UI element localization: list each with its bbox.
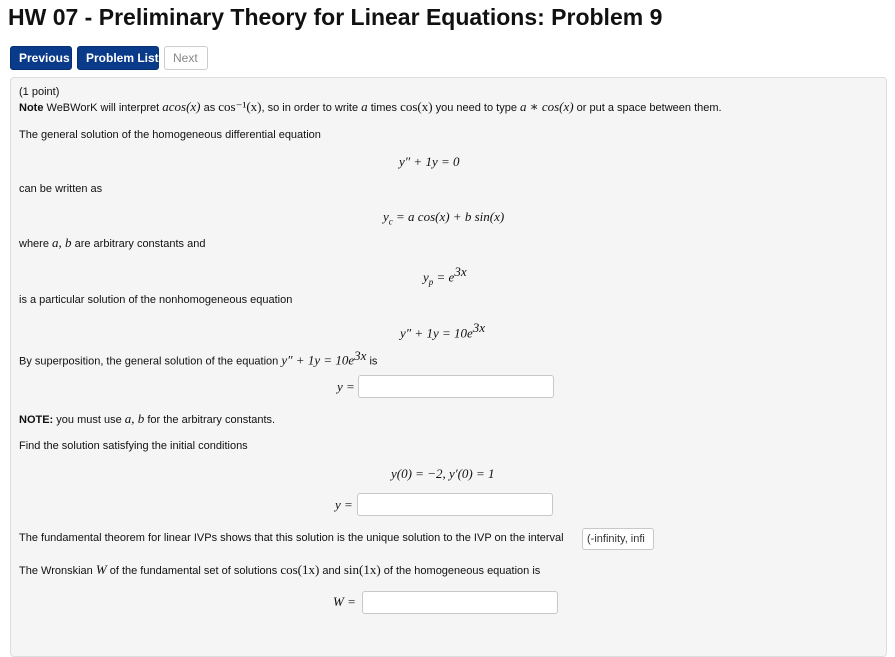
yp-exp: 3x	[454, 264, 467, 279]
ivp-solution-input[interactable]	[357, 493, 553, 516]
note-label: Note	[19, 102, 44, 114]
yp-lhs: y	[423, 269, 429, 285]
note2-line	[19, 412, 275, 427]
where-rest: are arbitrary constants and	[71, 238, 206, 250]
superposition-end: is	[366, 355, 378, 368]
wronskian-and: and	[319, 565, 344, 577]
note-acos: acos(x)	[162, 99, 201, 114]
points-label: (1 point)	[19, 86, 60, 98]
intro-text: The general solution of the homogeneous differential equation	[19, 129, 321, 141]
next-button[interactable]: Next	[164, 46, 208, 70]
note2-end: for the arbitrary constants.	[144, 414, 276, 426]
wronskian-text-1: The Wronskian	[19, 565, 96, 577]
w-label: W =	[333, 594, 356, 609]
note-text-5: you need to type	[432, 102, 521, 114]
note-line	[19, 100, 722, 115]
where-text: where	[19, 238, 53, 250]
note-text-6: or put a space between them.	[573, 102, 722, 114]
wronskian-input[interactable]	[362, 591, 558, 614]
fundamental-text: The fundamental theorem for linear IVPs shows that this solution is the unique solution to the IVP on the interval	[19, 532, 564, 544]
homogeneous-equation: y″ + 1y = 0	[399, 154, 460, 169]
wronskian-text-3: of the homogeneous equation is	[380, 565, 541, 577]
y-label-particular: y =	[335, 497, 353, 512]
note-cosinv: cos⁻¹(x)	[218, 99, 262, 114]
note2-ab: a, b	[124, 411, 145, 426]
initial-conditions: y(0) = −2, y′(0) = 1	[391, 466, 495, 481]
note2-text: you must use	[53, 414, 125, 426]
yp-sub: p	[428, 276, 434, 287]
superposition-text: By superposition, the general solution of the equation	[19, 355, 282, 368]
y-label-general: y =	[337, 379, 355, 394]
previous-button[interactable]: Previous	[10, 46, 72, 70]
where-ab: a, b	[52, 235, 72, 250]
nonhomog-base: y″ + 1y = 10e	[400, 325, 473, 341]
wronskian-text-2: of the fundamental set of solutions	[106, 565, 281, 577]
yc-equation	[383, 209, 504, 230]
note-a: a	[361, 99, 368, 114]
general-solution-input[interactable]	[358, 375, 554, 398]
note-cosx: cos(x)	[400, 99, 433, 114]
note-text-3: , so in order to write	[261, 102, 362, 114]
note-astar: a ∗ cos(x)	[520, 99, 574, 114]
note-text-2: as	[200, 102, 219, 114]
where-line	[19, 236, 205, 251]
wronskian-W: W	[95, 562, 107, 577]
nonhomogeneous-equation	[400, 320, 485, 341]
yc-sub: c	[388, 216, 393, 227]
wronskian-line	[19, 563, 540, 578]
problem-list-button[interactable]: Problem List	[77, 46, 159, 70]
yc-rhs: = a cos(x) + b sin(x)	[392, 209, 505, 224]
note-text-4: times	[367, 102, 401, 114]
note-text-1: WeBWorK will interpret	[43, 102, 163, 114]
yc-lhs: y	[383, 209, 389, 224]
superposition-eq: y″ + 1y = 10e	[281, 352, 355, 368]
problem-body	[10, 77, 887, 657]
wronskian-cos: cos(1x)	[280, 562, 320, 577]
yp-equation	[423, 264, 467, 290]
interval-input[interactable]: (-infinity, infi	[582, 528, 654, 550]
find-text: Find the solution satisfying the initial conditions	[19, 440, 248, 452]
yp-mid: = e	[433, 269, 455, 285]
page-title: HW 07 - Preliminary Theory for Linear Equations: Problem 9	[8, 4, 663, 30]
nonhomog-exp: 3x	[472, 320, 486, 335]
can-be-written-text: can be written as	[19, 183, 103, 195]
superposition-exp: 3x	[354, 348, 367, 363]
particular-text: is a particular solution of the nonhomogeneous equation	[19, 294, 293, 306]
superposition-line	[19, 349, 377, 369]
wronskian-sin: sin(1x)	[343, 562, 381, 577]
note2-label: NOTE:	[19, 414, 54, 426]
